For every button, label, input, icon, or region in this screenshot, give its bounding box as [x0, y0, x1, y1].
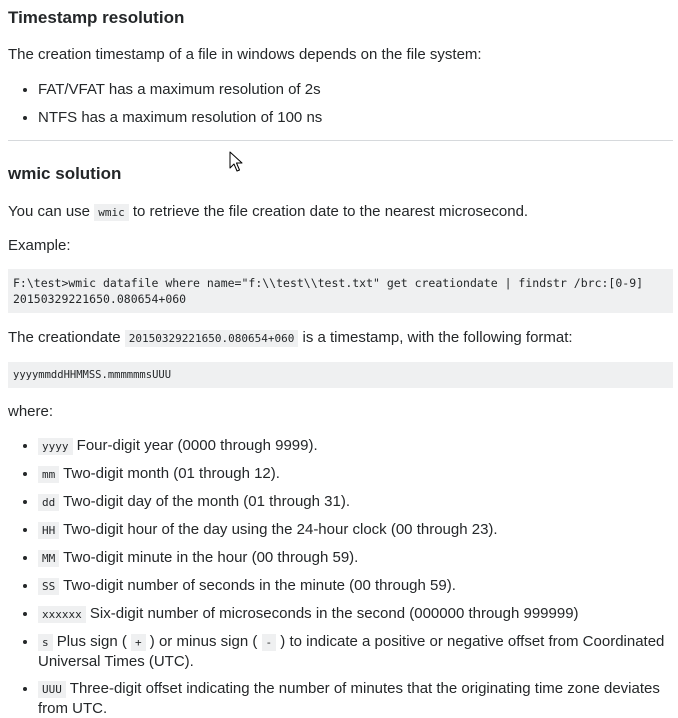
- inline-code: +: [131, 634, 146, 651]
- inline-code: -: [262, 634, 277, 651]
- inline-code: wmic: [94, 204, 129, 221]
- list-item: • dd Two-digit day of the month (01 through 31).: [38, 492, 678, 512]
- example-code-block[interactable]: F:\test>wmic datafile where name="f:\\test\\test.txt" get creationdate | findstr /brc:[0-9] 20150329221650.080654+060: [8, 269, 673, 313]
- section-divider: [8, 140, 673, 141]
- inline-code: dd: [38, 494, 59, 511]
- inline-code: mm: [38, 466, 59, 483]
- mouse-cursor-icon: [229, 151, 243, 173]
- list-item: • FAT/VFAT has a maximum resolution of 2s: [38, 80, 322, 99]
- example-label: Example:: [8, 237, 71, 254]
- inline-code: 20150329221650.080654+060: [125, 330, 299, 347]
- inline-code: xxxxxx: [38, 606, 86, 623]
- inline-code: SS: [38, 578, 59, 595]
- list-item: • mm Two-digit month (01 through 12).: [38, 464, 678, 484]
- list-item: • SS Two-digit number of seconds in the minute (00 through 59).: [38, 576, 678, 596]
- inline-code: s: [38, 634, 53, 651]
- wmic-solution-heading: wmic solution: [8, 164, 122, 183]
- format-fields-list: [8, 436, 678, 718]
- inline-code: UUU: [38, 681, 66, 698]
- list-item: • UUU Three-digit offset indicating the number of minutes that the originating time zone deviates from UTC.: [38, 679, 678, 718]
- list-item: • HH Two-digit hour of the day using the 24-hour clock (00 through 23).: [38, 520, 678, 540]
- intro-text: The creation timestamp of a file in windows depends on the file system:: [8, 46, 482, 63]
- list-item: • xxxxxx Six-digit number of microseconds in the second (000000 through 999999): [38, 604, 678, 624]
- inline-code: HH: [38, 522, 59, 539]
- creationdate-text: The creationdate 20150329221650.080654+060 is a timestamp, with the following format:: [8, 329, 573, 346]
- list-item: • yyyy Four-digit year (0000 through 9999).: [38, 436, 678, 456]
- wmic-intro-text: You can use wmic to retrieve the file creation date to the nearest microsecond.: [8, 203, 529, 220]
- list-item: • NTFS has a maximum resolution of 100 ns: [38, 108, 322, 127]
- format-code-block[interactable]: yyyymmddHHMMSS.mmmmmmsUUU: [8, 362, 673, 388]
- list-item: • MM Two-digit minute in the hour (00 through 59).: [38, 548, 678, 568]
- where-label: where:: [8, 403, 54, 420]
- inline-code: MM: [38, 550, 59, 567]
- resolution-list: [8, 80, 322, 127]
- timestamp-resolution-heading: Timestamp resolution: [8, 8, 185, 27]
- list-item: • s Plus sign ( + ) or minus sign ( - ) to indicate a positive or negative offset from Coordinated Universal Times (UTC).: [38, 632, 678, 671]
- inline-code: yyyy: [38, 438, 73, 455]
